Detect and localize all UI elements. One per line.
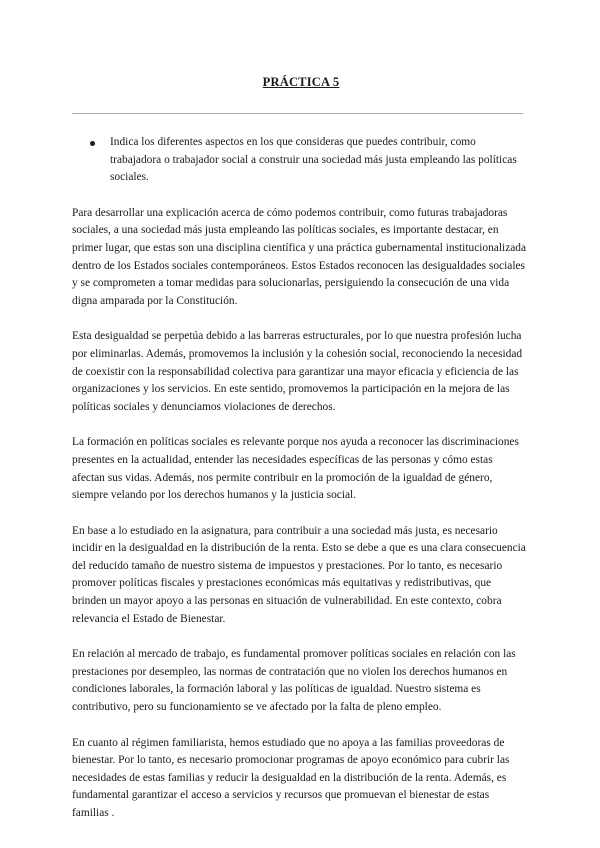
paragraph-2: Esta desigualdad se perpetúa debido a las barreras estructurales, por lo que nuestra profesión lucha por eliminarlas. Además, promovemos la inclusión y la cohesión social, reconociendo la necesidad de coexistir con la responsabilidad colectiva para garantizar una mayor eficacia y eficiencia de las organizaciones y los servicios. En este sentido, promovemos la participación en la mejora de las políticas sociales y denunciamos violaciones de derechos.	[72, 330, 523, 413]
question-item	[90, 134, 522, 187]
question-list	[72, 134, 530, 187]
paragraph-1: Para desarrollar una explicación acerca de cómo podemos contribuir, como futuras trabajadoras sociales, a una sociedad más justa empleando las políticas sociales, es importante destacar, en primer lugar, que estas son una disciplina científica y una práctica gubernamental institucionalizada dentro de los Estados sociales contemporáneos. Estos Estados reconocen las desigualdades sociales y se comprometen a tomar medidas para solucionarlas, persiguiendo la consecución de una vida digna amparada por la Constitución.	[72, 206, 527, 307]
paragraph-6: En cuanto al régimen familiarista, hemos estudiado que no apoya a las familias proveedoras de bienestar. Por lo tanto, es necesario promocionar programas de apoyo económico para cubrir las necesidades de estas familias y reducir la desigualdad en la distribución de la renta. Además, es fundamental garantizar el acceso a servicios y recursos que promuevan el bienestar de estas familias .	[72, 736, 510, 819]
bullet-icon	[90, 141, 95, 146]
paragraph-4: En base a lo estudiado en la asignatura, para contribuir a una sociedad más justa, es necesario incidir en la desigualdad en la distribución de la renta. Esto se debe a que es una clara consecuencia del reducido tamaño de nuestro sistema de impuestos y prestaciones. Por lo tanto, es necesario promover políticas fiscales y prestaciones económicas más equitativas y redistributivas, que brinden un mayor apoyo a las personas en situación de vulnerabilidad. En este contexto, cobra relevancia el Estado de Bienestar.	[72, 524, 526, 625]
paragraph-3: La formación en políticas sociales es relevante porque nos ayuda a reconocer las discriminaciones presentes en la actualidad, entender las necesidades específicas de las personas y cómo estas afectan sus vidas. Además, nos permite contribuir en la promoción de la igualdad de género, siempre velando por los derechos humanos y la justicia social.	[72, 436, 519, 502]
paragraph-5: En relación al mercado de trabajo, es fundamental promover políticas sociales en relación con las prestaciones por desempleo, las normas de contratación que no violen los derechos humanos en condiciones laborales, la formación laboral y las políticas de igualdad. Nuestro sistema es contributivo, pero su funcionamiento se ve afectado por la falta de pleno empleo.	[72, 648, 516, 714]
question-text: Indica los diferentes aspectos en los que consideras que puedes contribuir, como trabajadora o trabajador social a construir una sociedad más justa empleando las políticas sociales.	[110, 136, 517, 184]
page-title: PRÁCTICA 5	[262, 75, 340, 89]
title-divider	[72, 113, 523, 114]
